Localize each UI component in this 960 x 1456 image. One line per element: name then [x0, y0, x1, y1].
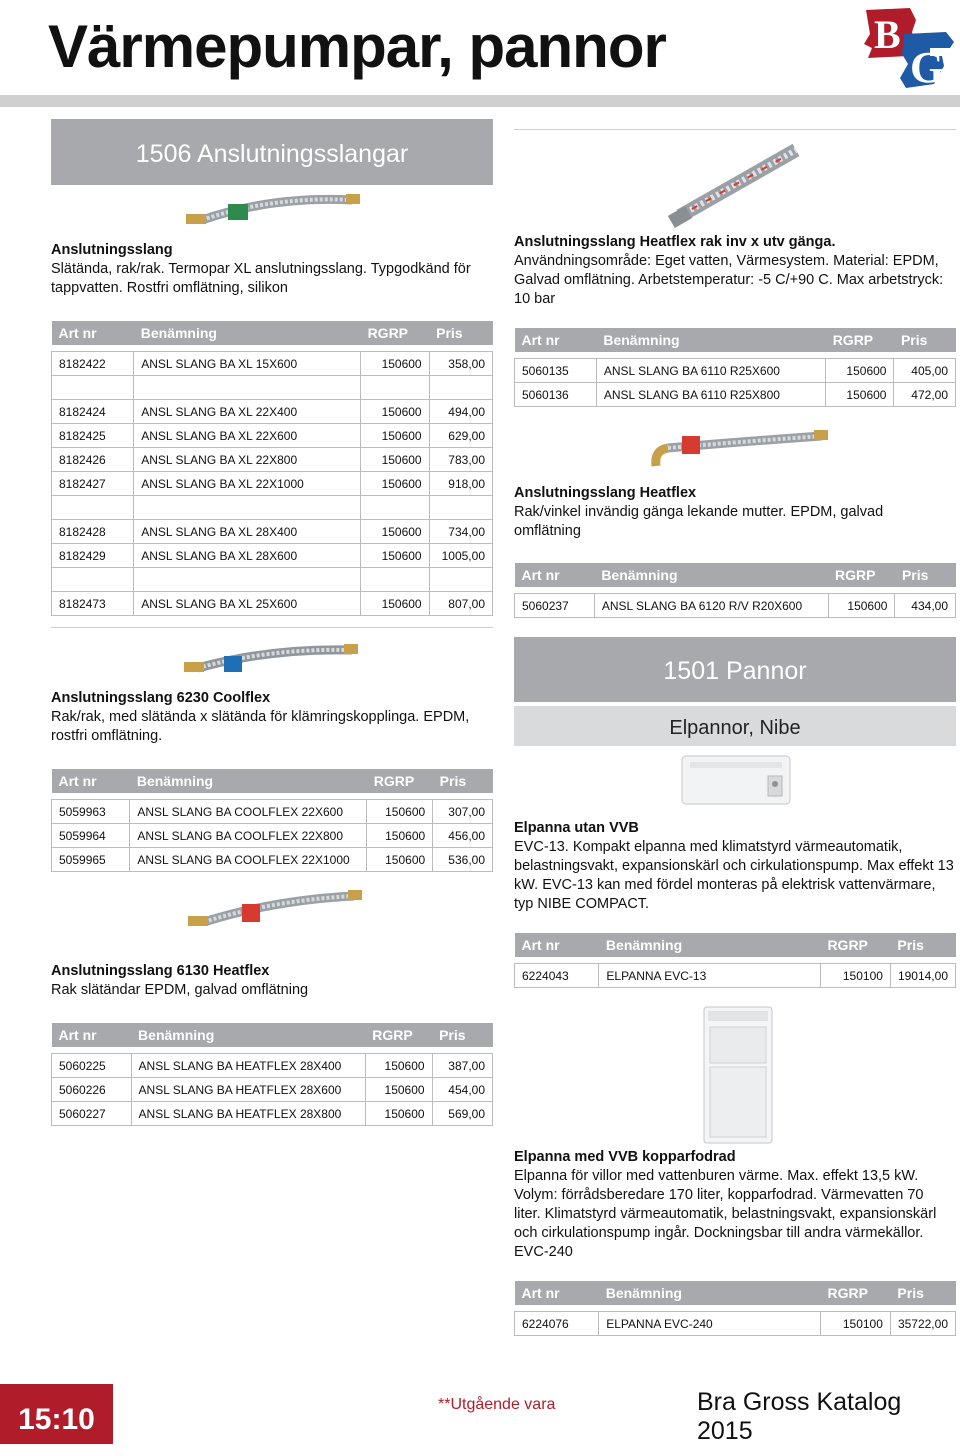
boiler-image-1 — [680, 754, 792, 806]
name-cell: ELPANNA EVC-240 — [599, 1312, 821, 1336]
product-table-6 — [514, 933, 956, 988]
column-header: Art nr — [52, 769, 130, 793]
column-header: RGRP — [826, 328, 894, 352]
table-row — [52, 800, 493, 824]
price-cell: 807,00 — [429, 592, 492, 616]
column-header: RGRP — [820, 933, 890, 957]
rgrp-cell: 150600 — [361, 424, 430, 448]
table-row — [52, 848, 493, 872]
name-cell: ELPANNA EVC-13 — [599, 964, 821, 988]
table-row — [52, 1078, 493, 1102]
name-cell: ANSL SLANG BA COOLFLEX 22X600 — [130, 800, 367, 824]
rgrp-cell: 150600 — [367, 848, 433, 872]
price-cell — [429, 376, 492, 400]
product-heading: Anslutningsslang 6230 Coolflex — [51, 690, 271, 706]
art-nr-cell: 8182473 — [52, 592, 134, 616]
rgrp-cell — [361, 376, 430, 400]
table-header — [515, 328, 956, 352]
column-header: Benämning — [599, 1281, 821, 1305]
table-header — [515, 1281, 956, 1305]
table-row — [52, 544, 493, 568]
brand-logo — [858, 4, 958, 92]
boiler-icon — [682, 756, 790, 804]
header-divider — [0, 95, 960, 107]
product-heading: Anslutningsslang — [51, 242, 173, 258]
name-cell: ANSL SLANG BA XL 28X400 — [134, 520, 361, 544]
column-header: Benämning — [599, 933, 821, 957]
column-header: Art nr — [515, 933, 599, 957]
hose-icon — [668, 150, 796, 228]
art-nr-cell: 5060136 — [515, 383, 597, 407]
hose-image-4 — [668, 140, 808, 230]
product-info-6 — [514, 819, 954, 914]
table-row — [515, 964, 956, 988]
table-row — [52, 496, 493, 520]
table-row — [52, 400, 493, 424]
rgrp-cell: 150600 — [365, 1078, 432, 1102]
product-table-4 — [514, 328, 956, 407]
art-nr-cell: 8182424 — [52, 400, 134, 424]
column-header: Benämning — [134, 321, 361, 345]
hose-image-5 — [646, 426, 830, 472]
price-cell: 472,00 — [894, 383, 956, 407]
art-nr-cell: 5060227 — [52, 1102, 132, 1126]
hose-icon — [184, 644, 358, 672]
name-cell: ANSL SLANG BA XL 22X600 — [134, 424, 361, 448]
name-cell: ANSL SLANG BA COOLFLEX 22X800 — [130, 824, 367, 848]
price-cell: 1005,00 — [429, 544, 492, 568]
art-nr-cell: 8182422 — [52, 352, 134, 376]
logo-icon — [864, 8, 954, 92]
product-info-7 — [514, 1148, 944, 1262]
table-row — [52, 592, 493, 616]
rgrp-cell: 150600 — [361, 448, 430, 472]
rgrp-cell: 150600 — [367, 800, 433, 824]
rgrp-cell: 150600 — [828, 594, 895, 618]
art-nr-cell: 8182426 — [52, 448, 134, 472]
name-cell: ANSL SLANG BA XL 25X600 — [134, 592, 361, 616]
product-description: Användningsområde: Eget vatten, Värmesystem. Material: EPDM, Galvad omflätning. Arbetstemperatur: -5 C/+90 C. Max arbetstryck: 10 bar — [514, 253, 944, 307]
product-description: Rak/rak, med slätända x slätända för klämringskopplinga. EPDM, rostfri omflätning. — [51, 709, 470, 744]
hose-image-1 — [182, 190, 362, 230]
name-cell: ANSL SLANG BA XL 28X600 — [134, 544, 361, 568]
price-cell: 629,00 — [429, 424, 492, 448]
rgrp-cell: 150600 — [361, 520, 430, 544]
column-header: Benämning — [130, 769, 367, 793]
column-header: Pris — [432, 1023, 492, 1047]
hose-image-2 — [180, 638, 360, 678]
product-table-5 — [514, 563, 956, 618]
product-heading: Anslutningsslang Heatflex — [514, 485, 697, 501]
footnote: **Utgående vara — [438, 1396, 556, 1413]
price-cell: 494,00 — [429, 400, 492, 424]
product-info-3 — [51, 962, 491, 1000]
name-cell — [134, 496, 361, 520]
name-cell: ANSL SLANG BA HEATFLEX 28X600 — [131, 1078, 365, 1102]
section-title-1506: 1506 Anslutningsslangar — [51, 119, 493, 185]
table-row — [515, 383, 956, 407]
rgrp-cell: 150600 — [365, 1102, 432, 1126]
table-row — [52, 424, 493, 448]
page-title: Värmepumpar, pannor — [48, 13, 666, 80]
column-header: RGRP — [821, 1281, 891, 1305]
price-cell: 454,00 — [432, 1078, 492, 1102]
product-description: Rak/vinkel invändig gänga lekande mutter. EPDM, galvad omflätning — [514, 504, 884, 539]
rgrp-cell: 150600 — [365, 1054, 432, 1078]
section-subtitle-1501: Elpannor, Nibe — [514, 706, 956, 746]
column-header: Pris — [429, 321, 492, 345]
hose-icon — [656, 430, 828, 466]
art-nr-cell: 5059965 — [52, 848, 130, 872]
art-nr-cell: 5060226 — [52, 1078, 132, 1102]
product-table-1 — [51, 321, 493, 616]
column-header: Art nr — [515, 1281, 599, 1305]
product-info-1 — [51, 241, 491, 298]
boiler-image-2 — [700, 1005, 776, 1145]
product-table-7 — [514, 1281, 956, 1336]
name-cell: ANSL SLANG BA HEATFLEX 28X800 — [131, 1102, 365, 1126]
art-nr-cell: 5059963 — [52, 800, 130, 824]
art-nr-cell — [52, 496, 134, 520]
price-cell: 358,00 — [429, 352, 492, 376]
price-cell: 536,00 — [433, 848, 493, 872]
boiler-icon — [704, 1007, 772, 1143]
table-row — [52, 1054, 493, 1078]
table-row — [52, 568, 493, 592]
art-nr-cell — [52, 568, 134, 592]
table-row — [52, 1102, 493, 1126]
art-nr-cell — [52, 376, 134, 400]
rgrp-cell: 150600 — [826, 359, 894, 383]
rgrp-cell: 150600 — [361, 352, 430, 376]
art-nr-cell: 5060225 — [52, 1054, 132, 1078]
product-info-5 — [514, 484, 954, 541]
column-header: Art nr — [52, 321, 134, 345]
column-header: RGRP — [367, 769, 433, 793]
rgrp-cell: 150600 — [361, 400, 430, 424]
table-row — [52, 376, 493, 400]
rgrp-cell: 150600 — [361, 592, 430, 616]
column-header: Pris — [894, 328, 956, 352]
column-header: Pris — [890, 1281, 955, 1305]
table-row — [515, 359, 956, 383]
column-header: Benämning — [131, 1023, 365, 1047]
rgrp-cell: 150600 — [367, 824, 433, 848]
table-header — [52, 1023, 493, 1047]
table-row — [515, 1312, 956, 1336]
price-cell — [429, 496, 492, 520]
column-header: Benämning — [596, 328, 825, 352]
table-header — [52, 769, 493, 793]
name-cell — [134, 376, 361, 400]
divider — [514, 129, 956, 130]
price-cell: 35722,00 — [890, 1312, 955, 1336]
price-cell: 569,00 — [432, 1102, 492, 1126]
art-nr-cell: 8182429 — [52, 544, 134, 568]
name-cell: ANSL SLANG BA HEATFLEX 28X400 — [131, 1054, 365, 1078]
rgrp-cell — [361, 568, 430, 592]
name-cell: ANSL SLANG BA 6110 R25X600 — [596, 359, 825, 383]
price-cell: 405,00 — [894, 359, 956, 383]
product-heading: Elpanna med VVB kopparfodrad — [514, 1149, 736, 1165]
column-header: Pris — [895, 563, 956, 587]
product-table-3 — [51, 1023, 493, 1126]
column-header: Art nr — [515, 328, 597, 352]
rgrp-cell — [361, 496, 430, 520]
art-nr-cell: 5059964 — [52, 824, 130, 848]
name-cell: ANSL SLANG BA 6110 R25X800 — [596, 383, 825, 407]
name-cell: ANSL SLANG BA XL 22X1000 — [134, 472, 361, 496]
product-info-4 — [514, 233, 954, 309]
svg-text:B: B — [874, 12, 901, 57]
column-header: RGRP — [828, 563, 895, 587]
product-heading: Anslutningsslang Heatflex rak inv x utv gänga. — [514, 234, 836, 250]
table-row — [52, 352, 493, 376]
art-nr-cell: 6224076 — [515, 1312, 599, 1336]
price-cell: 783,00 — [429, 448, 492, 472]
page-number: 15:10 — [0, 1384, 113, 1444]
price-cell: 456,00 — [433, 824, 493, 848]
product-info-2 — [51, 689, 491, 746]
divider — [51, 627, 493, 628]
name-cell: ANSL SLANG BA COOLFLEX 22X1000 — [130, 848, 367, 872]
rgrp-cell: 150600 — [361, 472, 430, 496]
column-header: Pris — [890, 933, 955, 957]
art-nr-cell: 5060237 — [515, 594, 595, 618]
price-cell: 307,00 — [433, 800, 493, 824]
rgrp-cell: 150600 — [826, 383, 894, 407]
rgrp-cell: 150100 — [820, 964, 890, 988]
product-description: Elpanna för villor med vattenburen värme. Max. effekt 13,5 kW. Volym: förrådsberedare 170 liter, kopparfodrad. Värmevatten 70 liter. Klimatstyrd värmeautomatik, belastningsvakt, expansionskärl och cirkulationspump ingår. Dockningsbar till andra värmekällor. EVC-240 — [514, 1168, 937, 1260]
column-header: Art nr — [52, 1023, 132, 1047]
product-description: Slätända, rak/rak. Termopar XL anslutningsslang. Typgodkänd för tappvatten. Rostfri omflätning, silikon — [51, 261, 471, 296]
product-heading: Elpanna utan VVB — [514, 820, 639, 836]
table-header — [515, 933, 956, 957]
art-nr-cell: 8182425 — [52, 424, 134, 448]
price-cell: 434,00 — [895, 594, 956, 618]
rgrp-cell: 150100 — [821, 1312, 891, 1336]
price-cell — [429, 568, 492, 592]
catalog-name: Bra Gross Katalog 2015 — [697, 1388, 902, 1445]
art-nr-cell: 8182428 — [52, 520, 134, 544]
price-cell: 734,00 — [429, 520, 492, 544]
rgrp-cell: 150600 — [361, 544, 430, 568]
art-nr-cell: 8182427 — [52, 472, 134, 496]
svg-text:G: G — [910, 43, 945, 92]
table-row — [52, 448, 493, 472]
name-cell: ANSL SLANG BA 6120 R/V R20X600 — [594, 594, 828, 618]
table-header — [515, 563, 956, 587]
hose-icon — [188, 890, 362, 926]
table-row — [515, 594, 956, 618]
table-header — [52, 321, 493, 345]
name-cell: ANSL SLANG BA XL 22X400 — [134, 400, 361, 424]
name-cell — [134, 568, 361, 592]
column-header: Benämning — [594, 563, 828, 587]
name-cell: ANSL SLANG BA XL 22X800 — [134, 448, 361, 472]
art-nr-cell: 5060135 — [515, 359, 597, 383]
table-row — [52, 824, 493, 848]
table-row — [52, 520, 493, 544]
column-header: Art nr — [515, 563, 595, 587]
price-cell: 387,00 — [432, 1054, 492, 1078]
column-header: RGRP — [361, 321, 430, 345]
column-header: Pris — [433, 769, 493, 793]
art-nr-cell: 6224043 — [515, 964, 599, 988]
product-description: Rak slätändar EPDM, galvad omflätning — [51, 982, 309, 998]
table-row — [52, 472, 493, 496]
price-cell: 918,00 — [429, 472, 492, 496]
section-title-1501: 1501 Pannor — [514, 637, 956, 702]
product-table-2 — [51, 769, 493, 872]
hose-icon — [186, 194, 360, 224]
column-header: RGRP — [365, 1023, 432, 1047]
hose-image-3 — [184, 888, 364, 932]
product-heading: Anslutningsslang 6130 Heatflex — [51, 963, 270, 979]
name-cell: ANSL SLANG BA XL 15X600 — [134, 352, 361, 376]
product-description: EVC-13. Kompakt elpanna med klimatstyrd värmeautomatik, belastningsvakt, expansionskärl och cirkulationspump. Max effekt 13 kW. EVC-13 kan med fördel monteras på elektrisk vattenvärmare, typ NIBE COMPACT. — [514, 839, 954, 912]
price-cell: 19014,00 — [890, 964, 955, 988]
